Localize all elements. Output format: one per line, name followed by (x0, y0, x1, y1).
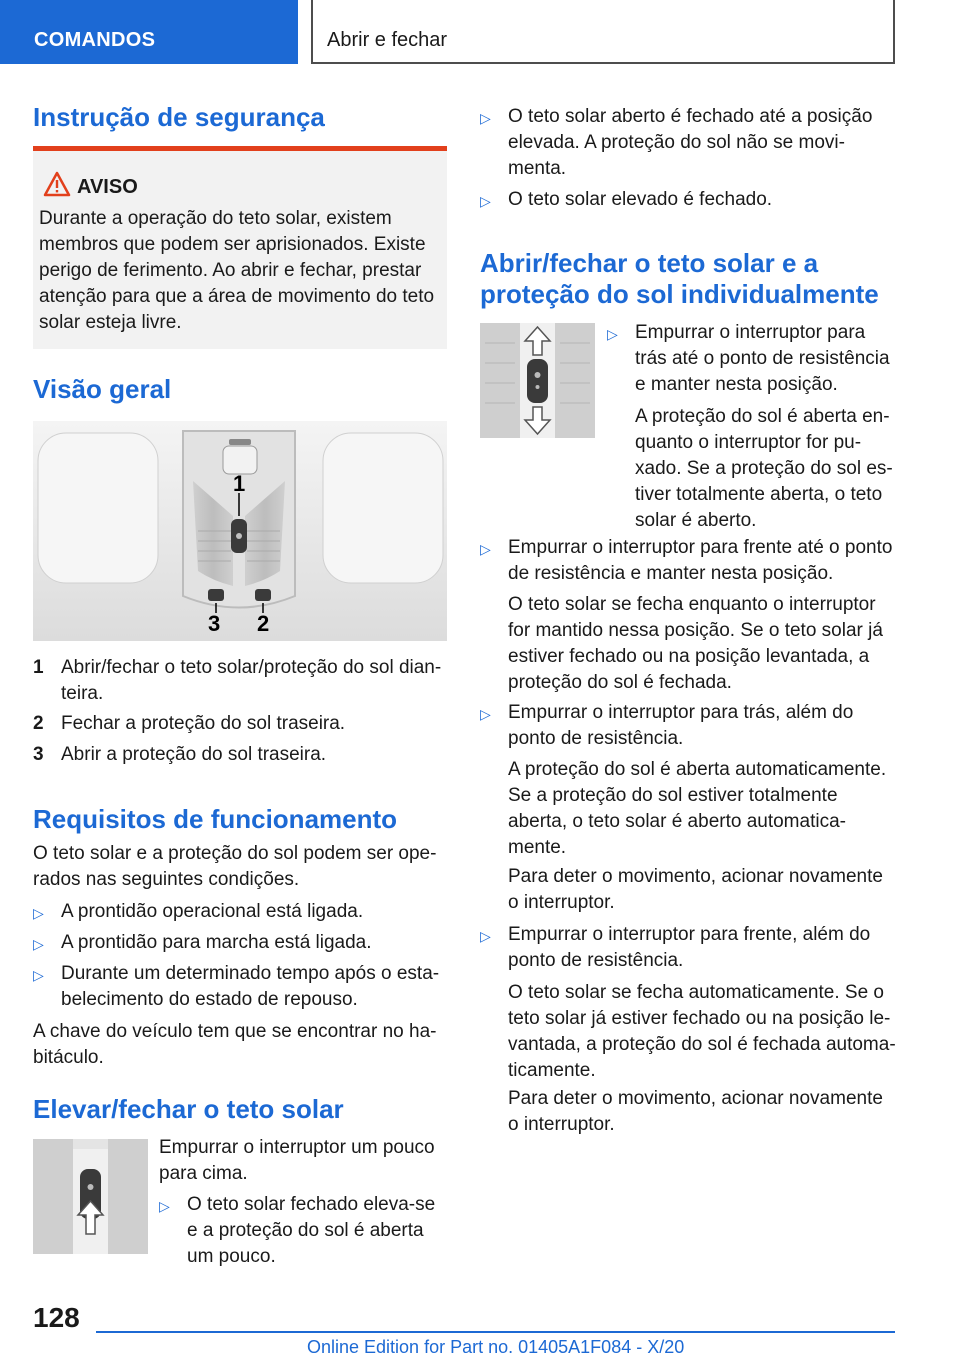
warning-text: Durante a operação do teto solar, existem membros que podem ser aprisionados. Existe perigo de ferimento. Ao abrir e fechar, prestar atenção para que a área de movimento do teto solar esteja livre. (39, 208, 435, 333)
warning-triangle-icon (43, 171, 71, 197)
requirements-bullet: ▷ A prontidão operacional está ligada. (33, 899, 447, 925)
triangle-bullet-icon: ▷ (607, 326, 618, 342)
header-chapter-label: Abrir e fechar (327, 29, 448, 51)
individual-b4-detail: O teto solar se fecha automaticamente. Se o teto solar já estiver fechado ou na posição le-vantada, a proteção do sol é fechada automa-ticamente. (508, 982, 896, 1081)
requirements-heading: Requisitos de funcionamento (33, 804, 398, 834)
header-section-label: COMANDOS (34, 29, 156, 51)
raise-close-bullet: ▷ O teto solar fechado eleva-se e a proteção do sol é aberta um pouco. (159, 1194, 436, 1267)
triangle-bullet-icon: ▷ (480, 193, 491, 209)
warning-title: AVISO (77, 176, 138, 198)
switch-individual-image (480, 323, 595, 438)
triangle-bullet-icon: ▷ (33, 967, 44, 983)
header-section-tab (0, 0, 298, 64)
triangle-bullet-icon: ▷ (480, 541, 491, 557)
individual-b1-detail: A proteção do sol é aberta en-quanto o interruptor for pu-xado. Se a proteção do sol es-tiver totalmente aberta, o teto solar é aberto. (635, 406, 893, 531)
overview-item: 3 Abrir a proteção do sol traseira. (33, 744, 327, 765)
overview-heading: Visão geral (33, 374, 172, 404)
individual-bullet: ▷ Empurrar o interruptor para frente até o ponto de resistência e manter nesta posição. (480, 537, 893, 584)
individual-bullet: ▷ Empurrar o interruptor para frente, além do ponto de resistência. (480, 924, 871, 971)
overview-label-3: 3 (208, 611, 221, 636)
triangle-bullet-icon: ▷ (33, 936, 44, 952)
raise-close-bullet: ▷ O teto solar elevado é fechado. (480, 187, 896, 213)
individual-b4-stop: Para deter o movimento, acionar novamente o interruptor. (508, 1088, 883, 1135)
warning-box (33, 146, 447, 349)
overview-label-1: 1 (233, 471, 246, 496)
requirements-note: A chave do veículo tem que se encontrar no ha-bitáculo. (33, 1021, 437, 1068)
requirements-bullet: ▷ A prontidão para marcha está ligada. (33, 930, 447, 956)
requirements-intro: O teto solar e a proteção do sol podem ser ope-rados nas seguintes condições. (33, 843, 437, 890)
overview-label-2: 2 (257, 611, 270, 636)
raise-close-bullet: ▷ O teto solar aberto é fechado até a posição elevada. A proteção do sol não se movi-menta. (480, 106, 873, 179)
individual-b3-detail: A proteção do sol é aberta automaticamente. Se a proteção do sol estiver totalmente aberta, o teto solar é aberto automatica-mente. (508, 759, 887, 858)
triangle-bullet-icon: ▷ (480, 706, 491, 722)
footer-edition: Online Edition for Part no. 01405A1F084 - X/20 (307, 1337, 685, 1357)
page-number: 128 (33, 1302, 80, 1333)
raise-close-intro: Empurrar o interruptor um pouco para cima. (159, 1137, 435, 1184)
overview-item: 2 Fechar a proteção do sol traseira. (33, 713, 346, 734)
individual-b2-detail: O teto solar se fecha enquanto o interruptor for mantido nessa posição. Se o teto solar já estiver fechado ou na posição levantada, a proteção do sol é fechada. (508, 594, 883, 693)
overhead-console-image (33, 421, 447, 641)
requirements-bullet: ▷ Durante um determinado tempo após o esta-belecimento do estado de repouso. (33, 963, 440, 1010)
individual-heading: Abrir/fechar o teto solar e a proteção do sol individualmente (480, 248, 879, 309)
safety-heading: Instrução de segurança (33, 102, 325, 132)
raise-close-heading: Elevar/fechar o teto solar (33, 1094, 344, 1124)
triangle-bullet-icon: ▷ (480, 110, 491, 126)
footer-rule (96, 1331, 895, 1333)
individual-b3-stop: Para deter o movimento, acionar novamente o interruptor. (508, 866, 883, 913)
triangle-bullet-icon: ▷ (33, 905, 44, 921)
triangle-bullet-icon: ▷ (480, 928, 491, 944)
switch-raise-image (33, 1139, 148, 1254)
individual-bullet: ▷ Empurrar o interruptor para trás até o ponto de resistência e manter nesta posição. (607, 322, 890, 395)
header-chapter-tab (311, 0, 895, 64)
overview-item: 1 Abrir/fechar o teto solar/proteção do sol dian-teira. (33, 657, 442, 704)
individual-bullet: ▷ Empurrar o interruptor para trás, além do ponto de resistência. (480, 702, 854, 749)
triangle-bullet-icon: ▷ (159, 1198, 170, 1214)
